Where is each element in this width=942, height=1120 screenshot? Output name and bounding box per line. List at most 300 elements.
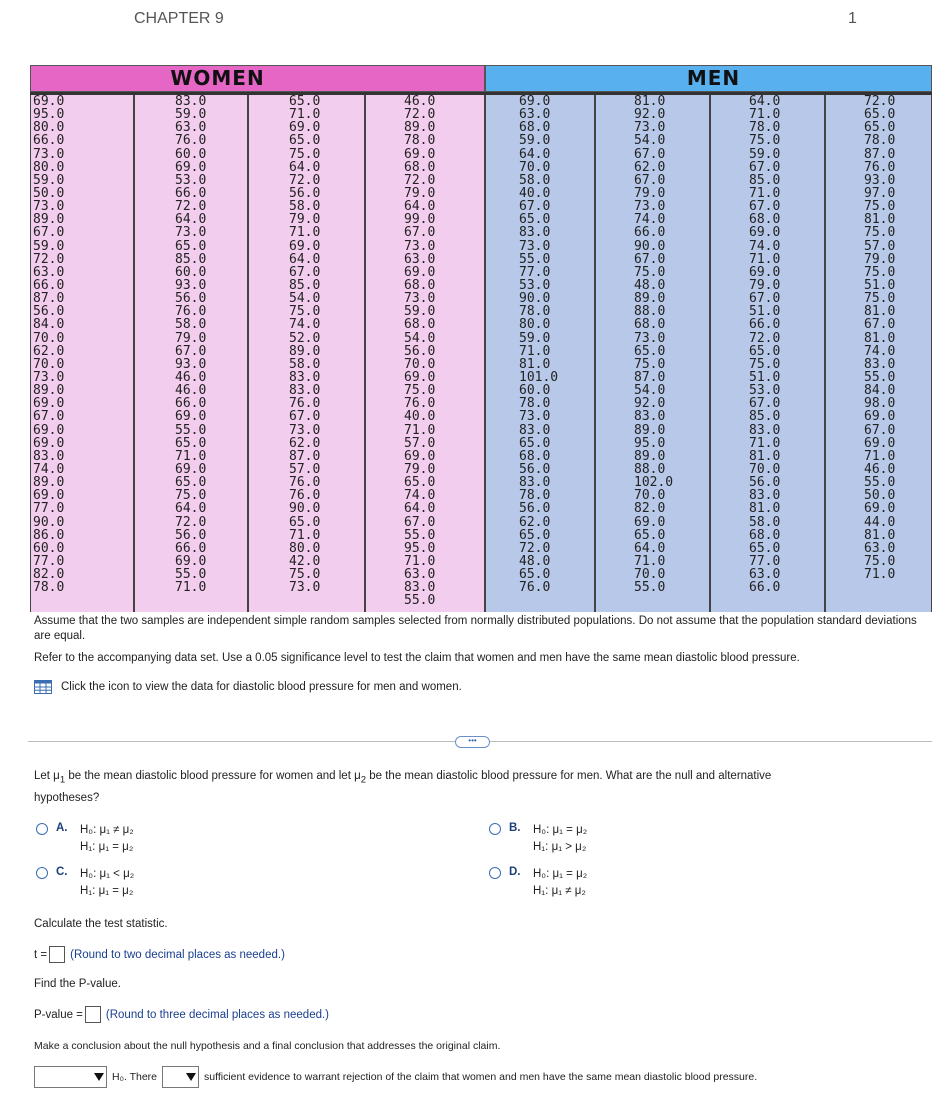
table-cell: 66.0 bbox=[175, 540, 207, 556]
calc-prompt: Calculate the test statistic. bbox=[34, 918, 168, 930]
table-cell: 58.0 bbox=[519, 172, 551, 188]
table-cell: 66.0 bbox=[749, 317, 781, 333]
table-cell: 83.0 bbox=[519, 422, 551, 438]
table-cell: 79.0 bbox=[404, 185, 436, 201]
option-a-null: H₀: μ₁ ≠ μ₂ bbox=[80, 824, 134, 836]
table-cell: 63.0 bbox=[404, 567, 436, 583]
table-cell: 59.0 bbox=[519, 330, 551, 346]
table-cell: 73.0 bbox=[33, 369, 65, 385]
table-cell: 81.0 bbox=[749, 501, 781, 517]
table-cell: 54.0 bbox=[404, 330, 436, 346]
table-cell: 59.0 bbox=[33, 238, 65, 254]
table-cell: 81.0 bbox=[749, 448, 781, 464]
table-cell: 63.0 bbox=[33, 264, 65, 280]
table-cell: 65.0 bbox=[864, 120, 896, 136]
table-cell: 75.0 bbox=[749, 356, 781, 372]
table-cell: 67.0 bbox=[404, 514, 436, 530]
conclusion-row bbox=[34, 1066, 757, 1088]
question-part-1: Let μ bbox=[34, 770, 60, 782]
table-cell: 90.0 bbox=[33, 514, 65, 530]
table-cell: 64.0 bbox=[175, 212, 207, 228]
table-cell: 71.0 bbox=[289, 107, 321, 123]
table-cell: 51.0 bbox=[864, 277, 896, 293]
table-cell: 63.0 bbox=[749, 567, 781, 583]
table-cell: 60.0 bbox=[33, 540, 65, 556]
table-cell: 64.0 bbox=[404, 501, 436, 517]
table-cell: 67.0 bbox=[634, 172, 666, 188]
table-cell: 79.0 bbox=[749, 277, 781, 293]
table-cell: 93.0 bbox=[175, 277, 207, 293]
table-cell: 89.0 bbox=[33, 475, 65, 491]
table-cell: 66.0 bbox=[33, 277, 65, 293]
table-cell: 85.0 bbox=[175, 251, 207, 267]
table-cell: 57.0 bbox=[289, 461, 321, 477]
table-cell: 77.0 bbox=[519, 264, 551, 280]
option-c[interactable] bbox=[36, 866, 336, 902]
table-cell: 83.0 bbox=[749, 422, 781, 438]
conclusion-prompt: Make a conclusion about the null hypothesis and a final conclusion that addresses the original claim. bbox=[34, 1040, 501, 1052]
table-cell: 65.0 bbox=[175, 475, 207, 491]
table-cell: 68.0 bbox=[519, 448, 551, 464]
problem-statement: Refer to the accompanying data set. Use a 0.05 significance level to test the claim that women and men have the same mean diastolic blood pressure. bbox=[34, 652, 800, 664]
table-cell: 59.0 bbox=[404, 304, 436, 320]
table-cell: 67.0 bbox=[864, 422, 896, 438]
table-cell: 66.0 bbox=[634, 225, 666, 241]
table-cell: 75.0 bbox=[864, 291, 896, 307]
option-d[interactable] bbox=[489, 866, 789, 902]
p-value-label: P-value = bbox=[34, 1008, 83, 1021]
table-cell: 71.0 bbox=[749, 107, 781, 123]
page-number: 1 bbox=[848, 10, 857, 27]
table-cell: 73.0 bbox=[519, 238, 551, 254]
table-cell: 90.0 bbox=[519, 291, 551, 307]
table-cell: 67.0 bbox=[289, 264, 321, 280]
table-cell: 72.0 bbox=[749, 330, 781, 346]
table-cell: 69.0 bbox=[289, 238, 321, 254]
table-cell: 58.0 bbox=[175, 317, 207, 333]
table-cell: 73.0 bbox=[289, 422, 321, 438]
table-cell: 71.0 bbox=[404, 553, 436, 569]
table-cell: 46.0 bbox=[175, 383, 207, 399]
table-cell: 71.0 bbox=[519, 343, 551, 359]
men-header bbox=[485, 65, 932, 92]
option-c-null: H₀: μ₁ < μ₂ bbox=[80, 868, 135, 880]
table-cell: 83.0 bbox=[289, 383, 321, 399]
table-cell: 54.0 bbox=[634, 383, 666, 399]
table-cell: 54.0 bbox=[634, 133, 666, 149]
table-cell: 69.0 bbox=[175, 553, 207, 569]
dropdown-arrow-icon bbox=[94, 1073, 104, 1081]
table-cell: 74.0 bbox=[404, 488, 436, 504]
table-cell: 66.0 bbox=[33, 133, 65, 149]
table-cell: 62.0 bbox=[289, 435, 321, 451]
table-cell: 76.0 bbox=[175, 304, 207, 320]
hypothesis-question bbox=[34, 767, 834, 807]
table-cell: 62.0 bbox=[33, 343, 65, 359]
table-cell: 89.0 bbox=[33, 212, 65, 228]
table-cell: 67.0 bbox=[404, 225, 436, 241]
table-cell: 44.0 bbox=[864, 514, 896, 530]
table-cell: 40.0 bbox=[519, 185, 551, 201]
table-cell: 57.0 bbox=[864, 238, 896, 254]
table-cell: 86.0 bbox=[33, 527, 65, 543]
table-cell: 64.0 bbox=[749, 94, 781, 109]
table-cell: 81.0 bbox=[864, 527, 896, 543]
men-column-2 bbox=[595, 95, 710, 612]
table-cell: 69.0 bbox=[289, 120, 321, 136]
table-cell: 69.0 bbox=[404, 146, 436, 162]
p-value-row bbox=[34, 1006, 329, 1023]
reject-decision-dropdown[interactable] bbox=[34, 1066, 107, 1088]
table-cell: 73.0 bbox=[289, 580, 321, 596]
table-cell: 76.0 bbox=[289, 488, 321, 504]
table-cell: 89.0 bbox=[634, 291, 666, 307]
table-cell: 87.0 bbox=[864, 146, 896, 162]
table-cell: 74.0 bbox=[33, 461, 65, 477]
table-cell: 59.0 bbox=[519, 133, 551, 149]
table-cell: 69.0 bbox=[864, 409, 896, 425]
table-cell: 83.0 bbox=[634, 409, 666, 425]
option-b-radio[interactable] bbox=[489, 823, 501, 835]
table-cell: 72.0 bbox=[404, 172, 436, 188]
p-value-prompt: Find the P-value. bbox=[34, 978, 121, 990]
table-cell: 73.0 bbox=[634, 330, 666, 346]
table-cell: 67.0 bbox=[519, 199, 551, 215]
table-cell: 69.0 bbox=[404, 264, 436, 280]
table-cell: 68.0 bbox=[404, 277, 436, 293]
women-column-1 bbox=[30, 95, 134, 612]
option-b[interactable] bbox=[489, 822, 789, 858]
table-cell: 83.0 bbox=[519, 475, 551, 491]
table-cell: 76.0 bbox=[519, 580, 551, 596]
table-cell: 60.0 bbox=[175, 264, 207, 280]
table-cell: 64.0 bbox=[289, 159, 321, 175]
table-cell: 80.0 bbox=[33, 120, 65, 136]
table-cell: 64.0 bbox=[634, 540, 666, 556]
table-cell: 65.0 bbox=[175, 435, 207, 451]
table-cell: 81.0 bbox=[864, 212, 896, 228]
mu1-subscript: 1 bbox=[59, 774, 66, 786]
table-cell: 58.0 bbox=[289, 199, 321, 215]
women-column-3 bbox=[248, 95, 365, 612]
table-cell: 46.0 bbox=[175, 369, 207, 385]
table-cell: 70.0 bbox=[634, 567, 666, 583]
table-cell: 56.0 bbox=[749, 475, 781, 491]
table-cell: 58.0 bbox=[749, 514, 781, 530]
table-cell: 68.0 bbox=[519, 120, 551, 136]
table-cell: 76.0 bbox=[289, 396, 321, 412]
table-cell: 59.0 bbox=[33, 172, 65, 188]
table-cell: 83.0 bbox=[404, 580, 436, 596]
table-cell: 65.0 bbox=[634, 343, 666, 359]
final-conclusion-text: sufficient evidence to warrant rejection of the claim that women and men have the same mean diastolic blood pressure. bbox=[204, 1071, 758, 1083]
table-cell: 63.0 bbox=[404, 251, 436, 267]
table-cell: 73.0 bbox=[33, 146, 65, 162]
table-cell: 77.0 bbox=[33, 501, 65, 517]
table-cell: 69.0 bbox=[749, 225, 781, 241]
table-cell: 71.0 bbox=[175, 580, 207, 596]
table-cell: 82.0 bbox=[634, 501, 666, 517]
table-cell: 58.0 bbox=[289, 356, 321, 372]
table-cell: 71.0 bbox=[289, 225, 321, 241]
option-d-null: H₀: μ₁ = μ₂ bbox=[533, 868, 588, 880]
table-cell: 65.0 bbox=[289, 94, 321, 109]
table-cell: 79.0 bbox=[175, 330, 207, 346]
table-cell: 67.0 bbox=[749, 291, 781, 307]
table-cell: 70.0 bbox=[634, 488, 666, 504]
table-cell: 67.0 bbox=[749, 396, 781, 412]
table-cell: 67.0 bbox=[634, 146, 666, 162]
table-cell: 64.0 bbox=[289, 251, 321, 267]
table-cell: 95.0 bbox=[404, 540, 436, 556]
table-cell: 78.0 bbox=[519, 304, 551, 320]
p-value-input[interactable] bbox=[85, 1006, 101, 1023]
option-a-alternative: H₁: μ₁ = μ₂ bbox=[80, 841, 134, 853]
table-cell: 88.0 bbox=[634, 304, 666, 320]
table-cell: 69.0 bbox=[175, 461, 207, 477]
table-cell: 46.0 bbox=[864, 461, 896, 477]
women-column-2 bbox=[134, 95, 248, 612]
table-cell: 69.0 bbox=[175, 159, 207, 175]
table-cell: 73.0 bbox=[175, 225, 207, 241]
table-cell: 67.0 bbox=[634, 251, 666, 267]
table-cell: 95.0 bbox=[33, 107, 65, 123]
table-cell: 70.0 bbox=[404, 356, 436, 372]
table-cell: 85.0 bbox=[289, 277, 321, 293]
table-cell: 68.0 bbox=[634, 317, 666, 333]
table-cell: 56.0 bbox=[175, 527, 207, 543]
table-cell: 65.0 bbox=[634, 527, 666, 543]
table-cell: 65.0 bbox=[519, 567, 551, 583]
table-cell: 73.0 bbox=[634, 120, 666, 136]
table-cell: 69.0 bbox=[175, 409, 207, 425]
table-cell: 54.0 bbox=[289, 291, 321, 307]
table-cell: 75.0 bbox=[864, 225, 896, 241]
table-cell: 71.0 bbox=[749, 185, 781, 201]
table-cell: 67.0 bbox=[33, 225, 65, 241]
table-cell: 79.0 bbox=[289, 212, 321, 228]
table-cell: 65.0 bbox=[864, 107, 896, 123]
table-cell: 55.0 bbox=[864, 475, 896, 491]
table-cell: 51.0 bbox=[749, 369, 781, 385]
option-a-letter: A. bbox=[56, 822, 68, 834]
table-cell: 82.0 bbox=[33, 567, 65, 583]
women-column-4 bbox=[365, 95, 485, 612]
table-cell: 65.0 bbox=[519, 435, 551, 451]
table-cell: 65.0 bbox=[175, 238, 207, 254]
option-a[interactable] bbox=[36, 822, 336, 858]
table-cell: 59.0 bbox=[175, 107, 207, 123]
table-cell: 75.0 bbox=[864, 199, 896, 215]
table-cell: 80.0 bbox=[289, 540, 321, 556]
table-cell: 55.0 bbox=[404, 527, 436, 543]
table-cell: 68.0 bbox=[749, 212, 781, 228]
table-cell: 65.0 bbox=[749, 343, 781, 359]
table-cell: 79.0 bbox=[634, 185, 666, 201]
table-cell: 87.0 bbox=[289, 448, 321, 464]
table-cell: 67.0 bbox=[175, 343, 207, 359]
table-cell: 66.0 bbox=[175, 185, 207, 201]
table-cell: 56.0 bbox=[175, 291, 207, 307]
table-cell: 62.0 bbox=[519, 514, 551, 530]
table-cell: 71.0 bbox=[864, 448, 896, 464]
table-cell: 98.0 bbox=[864, 396, 896, 412]
table-cell: 72.0 bbox=[33, 251, 65, 267]
table-cell: 50.0 bbox=[864, 488, 896, 504]
table-cell: 77.0 bbox=[33, 553, 65, 569]
table-cell: 68.0 bbox=[404, 159, 436, 175]
table-cell: 75.0 bbox=[864, 553, 896, 569]
table-cell: 73.0 bbox=[33, 199, 65, 215]
table-cell: 69.0 bbox=[404, 448, 436, 464]
data-link-text[interactable]: Click the icon to view the data for diastolic blood pressure for men and women. bbox=[61, 681, 462, 693]
table-cell: 75.0 bbox=[289, 304, 321, 320]
expand-more-button[interactable]: ••• bbox=[455, 736, 490, 748]
table-cell: 72.0 bbox=[404, 107, 436, 123]
table-cell: 93.0 bbox=[864, 172, 896, 188]
table-cell: 72.0 bbox=[864, 94, 896, 109]
t-statistic-row bbox=[34, 946, 285, 963]
table-cell: 69.0 bbox=[634, 514, 666, 530]
table-cell: 74.0 bbox=[864, 343, 896, 359]
table-cell: 95.0 bbox=[634, 435, 666, 451]
men-label: MEN bbox=[686, 66, 741, 90]
dropdown-arrow-icon bbox=[186, 1073, 196, 1081]
evidence-dropdown[interactable] bbox=[162, 1066, 199, 1088]
table-cell: 81.0 bbox=[864, 304, 896, 320]
table-cell: 66.0 bbox=[175, 396, 207, 412]
men-column-3 bbox=[710, 95, 825, 612]
table-cell: 72.0 bbox=[175, 199, 207, 215]
table-cell: 71.0 bbox=[864, 567, 896, 583]
table-cell: 70.0 bbox=[519, 159, 551, 175]
table-cell: 69.0 bbox=[33, 488, 65, 504]
table-cell: 85.0 bbox=[749, 409, 781, 425]
table-cell: 83.0 bbox=[289, 369, 321, 385]
table-cell: 92.0 bbox=[634, 396, 666, 412]
data-table-image bbox=[30, 65, 932, 612]
table-cell: 89.0 bbox=[289, 343, 321, 359]
h0-there-text: H₀. There bbox=[112, 1071, 158, 1083]
table-cell: 81.0 bbox=[864, 330, 896, 346]
table-cell: 70.0 bbox=[33, 356, 65, 372]
table-cell: 75.0 bbox=[864, 264, 896, 280]
option-c-letter: C. bbox=[56, 866, 68, 878]
table-cell: 53.0 bbox=[519, 277, 551, 293]
table-cell: 52.0 bbox=[289, 330, 321, 346]
table-cell: 83.0 bbox=[175, 94, 207, 109]
table-cell: 53.0 bbox=[749, 383, 781, 399]
table-cell: 72.0 bbox=[519, 540, 551, 556]
table-cell: 65.0 bbox=[519, 527, 551, 543]
table-cell: 55.0 bbox=[519, 251, 551, 267]
table-cell: 83.0 bbox=[33, 448, 65, 464]
table-cell: 42.0 bbox=[289, 553, 321, 569]
table-cell: 69.0 bbox=[404, 369, 436, 385]
table-cell: 75.0 bbox=[749, 133, 781, 149]
table-cell: 78.0 bbox=[519, 396, 551, 412]
table-cell: 51.0 bbox=[749, 304, 781, 320]
table-cell: 55.0 bbox=[864, 369, 896, 385]
table-cell: 71.0 bbox=[634, 553, 666, 569]
table-cell: 46.0 bbox=[404, 94, 436, 109]
table-cell: 75.0 bbox=[289, 567, 321, 583]
table-cell: 75.0 bbox=[634, 356, 666, 372]
table-cell: 83.0 bbox=[519, 225, 551, 241]
men-column-4 bbox=[825, 95, 932, 612]
table-cell: 66.0 bbox=[749, 580, 781, 596]
table-cell: 40.0 bbox=[404, 409, 436, 425]
table-cell: 80.0 bbox=[33, 159, 65, 175]
table-cell: 88.0 bbox=[634, 461, 666, 477]
table-cell: 92.0 bbox=[634, 107, 666, 123]
table-cell: 67.0 bbox=[864, 317, 896, 333]
table-cell: 72.0 bbox=[175, 514, 207, 530]
table-cell: 56.0 bbox=[519, 501, 551, 517]
table-cell: 76.0 bbox=[175, 133, 207, 149]
table-cell: 75.0 bbox=[404, 383, 436, 399]
men-column-1 bbox=[485, 95, 595, 612]
table-cell: 55.0 bbox=[634, 580, 666, 596]
table-cell: 59.0 bbox=[749, 146, 781, 162]
option-c-radio[interactable] bbox=[36, 867, 48, 879]
table-cell: 70.0 bbox=[749, 461, 781, 477]
table-cell: 65.0 bbox=[404, 475, 436, 491]
table-cell: 101.0 bbox=[519, 369, 559, 385]
table-cell: 64.0 bbox=[404, 199, 436, 215]
table-cell: 75.0 bbox=[634, 264, 666, 280]
table-cell: 76.0 bbox=[864, 159, 896, 175]
table-cell: 56.0 bbox=[289, 185, 321, 201]
table-cell: 76.0 bbox=[404, 396, 436, 412]
table-cell: 73.0 bbox=[634, 199, 666, 215]
data-link[interactable] bbox=[34, 680, 462, 694]
table-cell: 69.0 bbox=[33, 396, 65, 412]
table-cell: 87.0 bbox=[634, 369, 666, 385]
mu2-subscript: 2 bbox=[360, 774, 367, 786]
table-cell: 70.0 bbox=[33, 330, 65, 346]
table-cell: 53.0 bbox=[175, 172, 207, 188]
table-cell: 78.0 bbox=[519, 488, 551, 504]
table-cell: 48.0 bbox=[634, 277, 666, 293]
table-cell: 83.0 bbox=[749, 488, 781, 504]
table-cell: 55.0 bbox=[175, 422, 207, 438]
table-cell: 63.0 bbox=[175, 120, 207, 136]
option-a-radio[interactable] bbox=[36, 823, 48, 835]
table-cell: 90.0 bbox=[289, 501, 321, 517]
table-cell: 87.0 bbox=[33, 291, 65, 307]
table-cell: 67.0 bbox=[289, 409, 321, 425]
table-cell: 56.0 bbox=[33, 304, 65, 320]
table-cell: 90.0 bbox=[634, 238, 666, 254]
table-cell: 67.0 bbox=[749, 199, 781, 215]
p-value-hint: (Round to three decimal places as needed.) bbox=[105, 1008, 330, 1021]
table-cell: 68.0 bbox=[404, 317, 436, 333]
table-cell: 97.0 bbox=[864, 185, 896, 201]
option-d-radio[interactable] bbox=[489, 867, 501, 879]
table-cell: 69.0 bbox=[33, 435, 65, 451]
table-cell: 102.0 bbox=[634, 475, 674, 491]
table-cell: 73.0 bbox=[404, 291, 436, 307]
table-cell: 89.0 bbox=[634, 448, 666, 464]
data-table-icon[interactable] bbox=[34, 680, 52, 694]
table-cell: 55.0 bbox=[404, 593, 436, 609]
table-cell: 78.0 bbox=[749, 120, 781, 136]
table-cell: 65.0 bbox=[519, 212, 551, 228]
table-cell: 64.0 bbox=[519, 146, 551, 162]
table-cell: 62.0 bbox=[634, 159, 666, 175]
t-statistic-input[interactable] bbox=[49, 946, 65, 963]
